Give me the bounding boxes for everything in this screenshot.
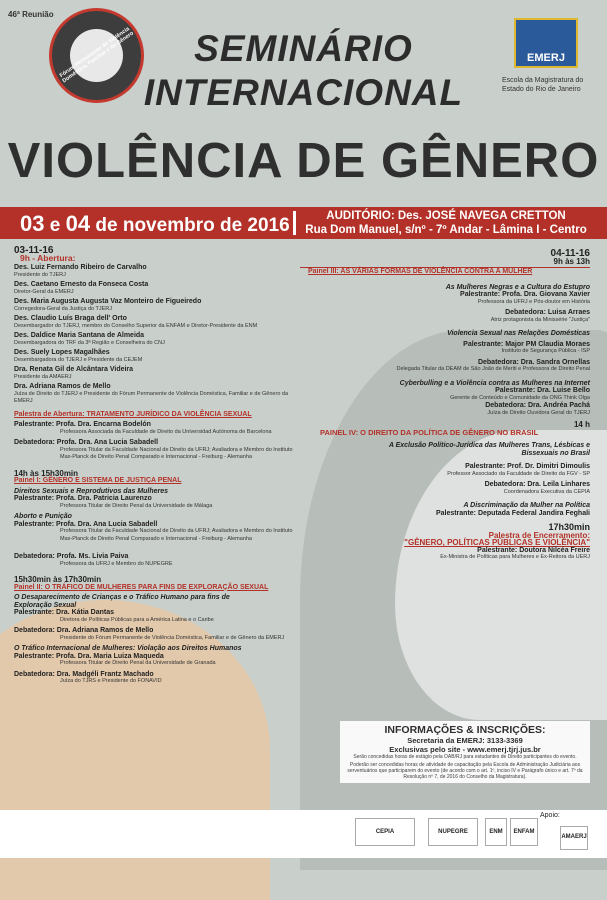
painel-1-title: Painel I: GÊNERO E SISTEMA DE JUSTIÇA PENAL [14,477,182,484]
reuniao-label: 46ª Reunião [8,10,54,19]
debater: Debatedora: Profa. Ms. Livia Paiva [14,553,129,560]
header [0,0,607,205]
debater-role: Professora da UFRJ e Membro do NUPEGRE [60,560,173,567]
info-note-eaj: Poderão ser concedidas horas de atividade de capacitação pela Escola de Administração Judiciária aos serventuários que participarem do evento (de acordo com o art. 1º, inciso IV e Parágrafo único e art. 7º da Resolução nº 7, de 2016 do Conselho da Magistratura). [347,762,583,780]
time-15h30: 15h30min às 17h30min [14,575,102,584]
speaker: Palestrante: Profa. Dra. Patricia Laurenzo [14,495,152,502]
debater-role: Professora Titular da Faculdade Nacional de Direito da UFRJ; Avaliadora e Membro do Instituto Max-Planck de Direito Penal Comparado e Internacional - Freiburg - Alemanha [60,446,293,460]
topic: Aborto e Punição [14,513,72,520]
date-and: e [49,215,61,236]
date-month-year: de novembro de 2016 [95,215,290,236]
speaker-role: Professora da UFRJ e Pós-doutor em História [477,298,590,305]
abertura-person-role: Presidente da AMAERJ [14,373,72,380]
speaker: Palestrante: Doutora Nilcéa Freire [477,546,590,554]
speaker-role: Professora Titular da Faculdade Nacional de Direito da UFRJ; Avaliadora e Membro do Instituto Max-Planck de Direito Penal Comparado e Internacional - Freiburg - Alemanha [60,528,293,542]
time-14h: 14h às 15h30min [14,468,79,478]
speaker-role: Gerente de Conteúdo e Comunidade da ONG Think Olga [450,394,590,401]
debater-role: Presidente do Fórum Permanente de Violência Doméstica, Familiar e de Gênero da EMERJ [60,634,285,641]
topic: Cyberbulling e a Violência contra as Mulheres na Internet [399,379,590,387]
emerj-subtitle: Escola da Magistratura do Estado do Rio de Janeiro [502,77,584,93]
enfam-logo: ENFAM [510,818,538,846]
abertura-person-role: Desembargadora do TRF da 3ª Região e Conselheira do CNJ [14,339,165,346]
abertura-person-name: Dra. Renata Gil de Alcântara Videira [14,366,134,373]
info-title: INFORMAÇÕES & INSCRIÇÕES: [384,724,546,736]
debater: Debatedora: Dra. Madgéli Frantz Machado [14,670,154,678]
right-date: 04-11-16 [550,248,590,259]
abertura-person-role: Desembargador do TJERJ, membro do Conselho Superior da ENFAM e Diretor-Presidente da ENM [14,322,258,329]
left-column [14,247,294,686]
speaker-role: Ex-Ministra de Políticas para Mulheres e Ex-Reitora da UERJ [440,554,590,560]
abertura-person-name: Des. Caetano Ernesto da Fonseca Costa [14,281,149,288]
speaker: Palestrante: Profa. Dra. Encarna Bodelón [14,421,151,428]
abertura-person-role: Presidente do TJERJ [14,271,66,278]
info-box [340,721,590,783]
abertura-person-name: Dra. Adriana Ramos de Mello [14,383,111,390]
info-site-link[interactable]: Exclusivas pelo site - www.emerj.tjrj.jus.br [389,745,541,754]
date-day-b: 04 [65,211,91,236]
speaker: Palestrante: Dra. Luise Bello [495,387,590,394]
apoio-label: Apoio: [540,812,560,819]
right-column [300,250,590,562]
seal-text: Fórum Permanente de Violência Doméstica, Familiar e de Gênero [58,26,135,85]
enm-logo: ENM [485,818,507,846]
speaker: Palestrante: Dra. Kátia Dantas [14,609,114,616]
abertura-person-name: Des. Claudio Luís Braga dell' Orto [14,315,127,322]
palestra-abertura: Palestra de Abertura: TRATAMENTO JURÍDICO DA VIOLÊNCIA SEXUAL [14,410,252,418]
topic: O Desaparecimento de Crianças e o Tráfico Humano para fins de Exploração Sexual [14,594,230,609]
endereco: Rua Dom Manuel, s/nº - 7º Andar - Lâmina I - Centro [305,224,587,236]
speaker-role: Professora Titular de Direito Penal da Universidade de Granada [60,660,216,666]
speaker-role: Professor Associado da Faculdade de Direito da FGV - SP [447,470,590,477]
debater-role: Delegada Titular da DEAM de São João de Meriti e Professora de Direito Penal [396,366,590,372]
abertura-person-name: Des. Luiz Fernando Ribeiro de Carvalho [14,264,147,271]
title-violencia: VIOLÊNCIA DE GÊNERO [7,134,600,188]
topic: Violencia Sexual nas Relações Domésticas [447,330,590,337]
nupegre-logo: NUPEGRE [428,818,478,846]
abertura-person-role: Corregedora-Geral da Justiça do TJERJ [14,305,113,312]
speaker-role: Instituto de Segurança Pública - ISP [501,348,590,354]
abertura-person-name: Des. Suely Lopes Magalhães [14,349,110,356]
time-9h: 9h às 13h [553,256,590,266]
emerj-logo [514,18,578,68]
auditorio: AUDITÓRIO: Des. JOSÉ NAVEGA CRETTON [326,210,566,222]
debater: Debatedora: Dra. Andréa Pachá [485,402,590,409]
title-internacional: INTERNACIONAL [143,72,464,113]
debater: Debatedora: Profa. Dra. Ana Lucia Sabadell [14,439,159,446]
speaker: Palestrante: Prof. Dr. Dimitri Dimoulis [465,463,590,470]
encerramento-title: "GÊNERO, POLÍTICAS PÚBLICAS E VIOLÊNCIA" [404,538,590,547]
speaker: Palestrante: Profa. Dra. Giovana Xavier [460,291,590,298]
painel-4-title: PAINEL IV: O DIREITO DA POLÍTICA DE GÊNERO NO BRASIL [320,427,539,437]
abertura-person-role: Desembargadora do TJERJ e Presidente da CEJEM [14,356,143,363]
speaker: Palestrante: Profa. Dra. Maria Luiza Maqueda [14,652,164,660]
debater: Debatedora: Dra. Leila Linhares [484,481,590,488]
topic: A Exclusão Político-Jurídica das Mulheres Trans, Lésbicas e Bissexuais no Brasil [388,442,590,457]
speaker: Palestrante: Deputada Federal Jandira Feghali [435,509,590,517]
abertura-person-name: Des. Daldice Maria Santana de Almeida [14,332,145,339]
topic: As Mulheres Negras e a Cultura do Estupro [445,283,590,291]
amaerj-logo: AMAERJ [560,826,588,850]
debater: Debatedora: Dra. Adriana Ramos de Mello [14,627,154,634]
event-date [20,211,290,237]
speaker-role: Professora Titular de Direito Penal da Universidade de Málaga [60,502,213,509]
debater: Debatedora: Dra. Sandra Ornellas [477,358,590,366]
time-17h30: 17h30min [548,522,590,532]
speaker: Palestrante: Profa. Dra. Ana Lucia Sabadell [14,520,158,528]
left-date: 03-11-16 [14,245,54,256]
topic: Direitos Sexuais e Reprodutivos das Mulheres [14,487,169,495]
info-secretaria: Secretaria da EMERJ: 3133-3369 [407,736,523,745]
info-note-oab: Serão concedidas horas de estágio pela OAB/RJ para estudantes de Direito participantes do evento. [353,754,577,760]
abertura-person-role: Juíza de Direito do TJERJ e Presidente do Fórum Permanente de Violência Doméstica, Familiar e de Gênero da EMERJ [14,390,289,404]
debater-role: Coordenadora Executiva da CEPIA [503,488,590,495]
speaker-role: Diretora de Políticas Públicas para a América Latina e o Caribe [60,616,214,623]
encerramento-heading: Palestra de Encerramento: [488,530,590,540]
abertura-person-role: Diretor-Geral da EMERJ [14,288,74,295]
speaker-role: Professora Associada da Faculdade de Direito da Universidad Autónoma de Barcelona [60,428,272,435]
debater-role: Atriz protagonista da Minissérie "Justiça" [490,316,590,323]
time-14h: 14 h [573,420,590,429]
date-day-a: 03 [20,211,45,236]
venue [296,209,596,237]
abertura-person-name: Des. Maria Augusta Augusta Vaz Monteiro de Figueiredo [14,298,202,305]
title-seminario: SEMINÁRIO [194,28,413,69]
cepia-logo: CEPIA [355,818,415,846]
speaker: Palestrante: Major PM Claudia Moraes [463,340,590,348]
painel-3-title: Painel III: AS VÁRIAS FORMAS DE VIOLÊNCIA CONTRA A MULHER [300,267,590,276]
topic: O Tráfico Internacional de Mulheres: Violação aos Direitos Humanos [14,645,242,652]
painel-2-title: Painel II: O TRÁFICO DE MULHERES PARA FINS DE EXPLORAÇÃO SEXUAL [14,583,269,591]
debater-role: Juíza do TJRS e Presidente do FONAVID [60,678,162,684]
abertura-list [14,264,294,406]
debater: Debatedora: Luisa Arraes [505,309,590,316]
abertura-heading: 9h - Abertura: [20,252,76,263]
debater-role: Juíza de Direito Ouvidora Geral do TJERJ [487,409,590,416]
topic: A Discriminação da Mulher na Política [463,502,590,509]
emerj-logo-text: EMERJ [527,52,565,64]
